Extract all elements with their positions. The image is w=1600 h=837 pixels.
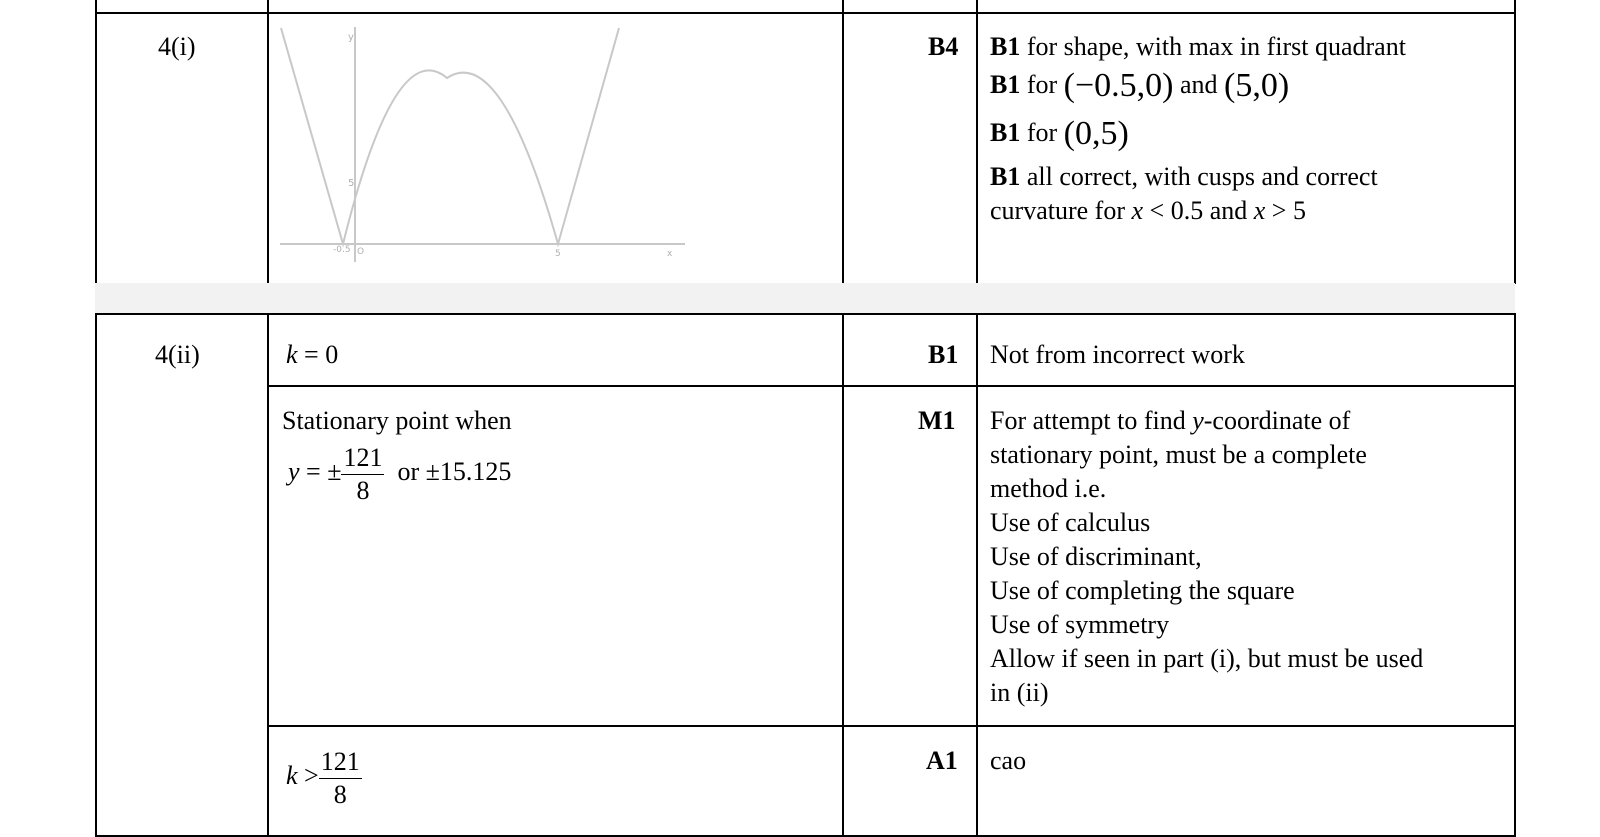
var-x: x [1253,196,1266,225]
guidance-4ii-row1: Not from incorrect work [990,340,1245,369]
guidance-text: all correct, with cusps and correct [1020,162,1378,191]
inequality: < 0.5 [1143,196,1210,225]
table1-rule-right [1514,0,1516,284]
table1-rule-col4 [976,0,978,284]
var-k: k [286,340,298,369]
guidance-4i-line5 [990,194,1306,228]
guidance-4ii-row2-l7: Use of symmetry [990,610,1170,639]
table2-rule-bottom [95,835,1515,837]
graph-y-intercept-label: 5 [348,178,355,189]
point-five: (5,0) [1224,67,1290,104]
guidance-4ii-row3: cao [990,746,1027,775]
mark-4ii-row1: B1 [928,340,959,369]
fraction-denominator: 8 [333,779,347,809]
answer-4ii-row1 [286,338,338,372]
var-y: y [288,457,300,486]
greater-than: > [297,761,319,790]
table2-rule-col2 [267,313,269,837]
guidance-4ii-row2-l4: Use of calculus [990,508,1151,537]
guidance-text: for [1020,70,1064,99]
guidance-4ii-row2-l5: Use of discriminant, [990,542,1202,571]
graph-curve [281,28,619,244]
fraction-numerator: 121 [319,746,362,779]
mark-code: B1 [990,162,1021,191]
table1-rule-left [95,0,97,284]
guidance-text: curvature for [990,196,1132,225]
table2-rule-left [95,313,97,837]
table-gap [95,283,1515,313]
fraction-denominator: 8 [356,475,370,505]
table1-rule-col3 [842,0,844,284]
mark-code: B1 [990,70,1021,99]
guidance-4ii-row2-l8: Allow if seen in part (i), but must be used [990,644,1424,673]
var-x: x [1131,196,1144,225]
table2-rule-right [1514,313,1516,837]
table2-rule-row2 [267,725,1515,727]
mark-code: B1 [990,32,1021,61]
table2-rule-col4 [976,313,978,837]
guidance-text: and [1209,196,1254,225]
fraction-numerator: 121 [341,442,384,475]
guidance-text: for [1020,118,1064,147]
table2-rule-top [95,313,1515,315]
var-y: y [1192,406,1204,435]
guidance-4i-line4 [990,160,1378,194]
table1-rule-top [95,12,1515,14]
var-k: k [286,761,298,790]
guidance-text: For attempt to find [990,406,1193,435]
guidance-4ii-row2-l2: stationary point, must be a complete [990,440,1367,469]
decimal-value: or ±15.125 [397,457,512,486]
guidance-text: for shape, with max in first quadrant [1020,32,1406,61]
graph-x-label-right: 5 [555,249,561,259]
point-zero-five: (0,5) [1063,115,1129,152]
table2-rule-col3 [842,313,844,837]
guidance-4ii-row2-l6: Use of completing the square [990,576,1295,605]
guidance-4i-line1 [990,30,1406,64]
graph-origin-label: O [357,247,365,257]
answer-value: = 0 [297,340,339,369]
guidance-text: -coordinate of [1203,406,1351,435]
mark-4ii-row2: M1 [918,406,956,435]
guidance-4ii-row2-l9: in (ii) [990,678,1049,707]
mark-4i: B4 [928,32,959,61]
modulus-graph [275,22,695,272]
graph-x-axis-label: x [667,249,673,259]
question-number-4ii: 4(ii) [155,340,200,369]
guidance-4i-line2 [990,68,1289,103]
answer-4ii-row2-line1: Stationary point when [282,406,512,435]
guidance-text: and [1173,70,1225,99]
fraction-121-8 [341,442,384,507]
inequality: > 5 [1265,196,1306,225]
graph-y-axis-label: y [348,32,354,43]
guidance-4ii-row2-l1 [990,404,1350,438]
mark-code: B1 [990,118,1021,147]
plus-minus: = ± [299,457,342,486]
point-neg-half: (−0.5,0) [1063,67,1174,104]
mark-4ii-row3: A1 [926,746,958,775]
question-number-4i: 4(i) [158,32,196,61]
answer-4ii-row2-line2 [288,440,511,507]
graph-x-label-left: -0.5 [333,245,351,255]
table2-rule-row1 [267,385,1515,387]
guidance-4ii-row2-l3: method i.e. [990,474,1107,503]
table1-rule-col2 [267,0,269,284]
answer-4ii-row3 [286,744,362,811]
fraction-121-8 [319,746,362,811]
guidance-4i-line3 [990,116,1129,151]
